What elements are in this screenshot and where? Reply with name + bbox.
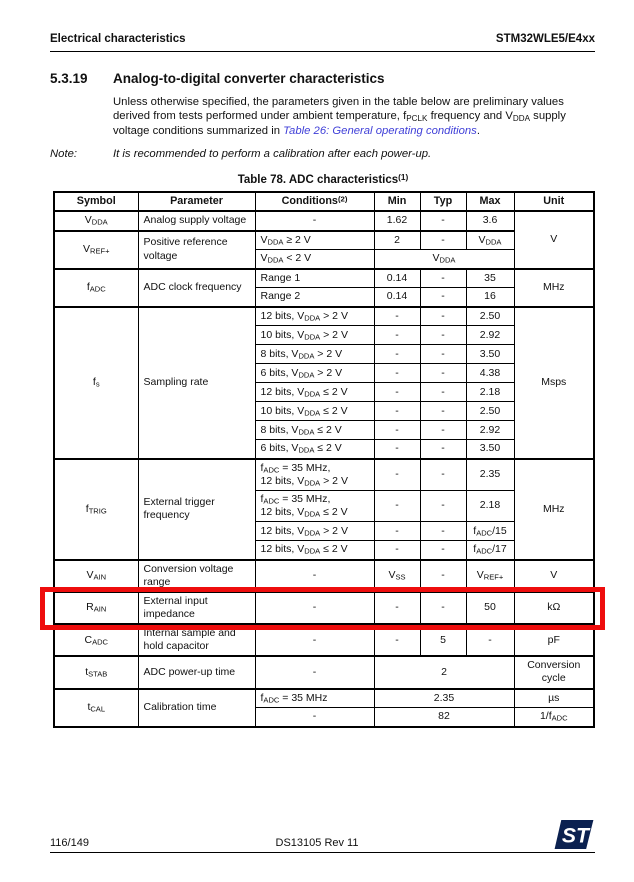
table-header-cell: Unit [514,192,594,211]
table-title: Table 78. ADC characteristics$^{(1)}$ [237,173,409,186]
table-cell: 2.92 [466,421,514,440]
table-row [54,269,594,288]
table-cell: Analog supply voltage [138,211,255,230]
table-cell: 50 [466,592,514,624]
table-cell: 8 bits, $V_{DDA} > 2$ V [255,345,374,364]
table-cell: - [374,541,420,560]
table-cell: - [255,211,374,230]
table-cell: ADC clock frequency [138,269,255,307]
section-heading [50,71,595,86]
footer-doc-ref: DS13105 Rev 11 [275,837,359,849]
table-cell: - [255,708,374,727]
table-cell: 16 [466,288,514,307]
table-row [54,656,594,688]
table-cell: - [420,490,466,521]
table-cell: Conversion cycle [514,656,594,688]
table-cell: - [420,421,466,440]
table-cell: Sampling rate [138,307,255,459]
table-cell: pF [514,624,594,656]
table-cell: $f_s$ [54,307,138,459]
table-cell: $f_{ADC} = 35$ MHz, 12 bits, $V_{DDA} \le 2$ V [255,490,374,521]
table-cell: 82 [374,708,514,727]
table-cell: - [420,269,466,288]
table-cell: $1/f_{ADC}$ [514,708,594,727]
table-row [54,560,594,592]
table-cell: 6 bits, $V_{DDA} \le 2$ V [255,440,374,459]
table-row [54,459,594,491]
table-cell: External input impedance [138,592,255,624]
table-cell: 3.6 [466,211,514,230]
note-text: It is recommended to perform a calibration after each power-up. [113,148,432,160]
table-cell: 1.62 [374,211,420,230]
table-cell: - [420,592,466,624]
table-cell: 12 bits, $V_{DDA} > 2$ V [255,307,374,326]
table-cell: 2.35 [466,459,514,491]
intro-paragraph [113,95,597,138]
intro-text: Unless otherwise specified, the parameters given in the table below are preliminary values derived from tests performed under ambient temperature, $f_{PCLK}$ frequency and $V_{DDA}$ supply voltage conditions summarized in [113,96,566,137]
table-cell: 12 bits, $V_{DDA} > 2$ V [255,522,374,541]
table-cell: Range 1 [255,269,374,288]
table-cell: 2.18 [466,383,514,402]
running-header-left: Electrical characteristics [50,33,186,45]
table-cell: - [420,288,466,307]
table-cell: $f_{TRIG}$ [54,459,138,560]
table-cell: $f_{ADC}$ [54,269,138,307]
table-cell: 3.50 [466,440,514,459]
table-cell: External trigger frequency [138,459,255,560]
table-row [54,231,594,250]
table-cell: - [374,364,420,383]
table-head [54,192,594,211]
table-cell: $f_{ADC}/15$ [466,522,514,541]
svg-text:ST: ST [561,824,589,848]
table-cell: 2.50 [466,402,514,421]
table-cell: Positive reference voltage [138,231,255,269]
table-cell: - [255,592,374,624]
table-row [54,624,594,656]
table-cell: - [420,211,466,230]
table-cell: - [374,421,420,440]
table-cell: $f_{ADC}/17$ [466,541,514,560]
running-header-right: STM32WLE5/E4xx [495,33,595,45]
table-cell: - [420,326,466,345]
table-cell: $f_{ADC} = 35$ MHz [255,689,374,708]
table-cell: 0.14 [374,269,420,288]
table-cell: 10 bits, $V_{DDA} > 2$ V [255,326,374,345]
table-cell: $V_{AIN}$ [54,560,138,592]
table-cell: - [255,656,374,688]
table-cell: - [374,402,420,421]
table-cell: V [514,560,594,592]
table-cell: 8 bits, $V_{DDA} \le 2$ V [255,421,374,440]
table-header-row [54,192,594,211]
table-row [54,307,594,326]
table-cell: - [420,560,466,592]
table-header-cell: Max [466,192,514,211]
table-cell: kΩ [514,592,594,624]
table-header-cell: Conditions$^{(2)}$ [255,192,374,211]
table-cell: 2.92 [466,326,514,345]
table-cell: - [466,624,514,656]
table-cell: Calibration time [138,689,255,727]
table-cell: 4.38 [466,364,514,383]
table-cell: - [374,326,420,345]
table-cell: - [374,345,420,364]
table-cell: V [514,211,594,268]
table-body [54,211,594,726]
table-cell: - [420,345,466,364]
table-cell: $C_{ADC}$ [54,624,138,656]
section-number: 5.3.19 [50,71,88,86]
table-cell: 2 [374,231,420,250]
table-cell: 35 [466,269,514,288]
table-row-highlighted [54,592,594,624]
table-cell: ADC power-up time [138,656,255,688]
table-cell: 0.14 [374,288,420,307]
table-cell: $V_{DDA} \ge 2$ V [255,231,374,250]
table-cell: $V_{REF+}$ [466,560,514,592]
table-cell: - [374,307,420,326]
table-cell: - [374,592,420,624]
table-cell: 5 [420,624,466,656]
table-cell: - [374,459,420,491]
table-cell: - [420,383,466,402]
table-cell: MHz [514,269,594,307]
table-cell: - [420,440,466,459]
table-header-cell: Typ [420,192,466,211]
note-label: Note: [50,148,78,160]
table-header-cell: Parameter [138,192,255,211]
table-cell: 3.50 [466,345,514,364]
table-cell: µs [514,689,594,708]
table-cell: 2.50 [466,307,514,326]
adc-table-section [53,174,593,728]
table-cell: Msps [514,307,594,459]
table-cell: $V_{DDA}$ [466,231,514,250]
table-cell: - [420,231,466,250]
table-cell: Range 2 [255,288,374,307]
table-cell: - [420,541,466,560]
table-cell: - [374,383,420,402]
table-cell: - [374,490,420,521]
note [50,148,595,160]
table-cell: $t_{CAL}$ [54,689,138,727]
running-header [50,33,595,52]
table-cell: $f_{ADC} = 35$ MHz, 12 bits, $V_{DDA} > 2$ V [255,459,374,491]
table-cell: 2 [374,656,514,688]
table-row [54,689,594,708]
table-cell: MHz [514,459,594,560]
table-header-cell: Min [374,192,420,211]
table-cell: - [374,522,420,541]
table-cell: $V_{REF+}$ [54,231,138,269]
table-cell: Internal sample and hold capacitor [138,624,255,656]
table-26-link[interactable]: Table 26: General operating conditions [283,124,477,137]
table-cell: 12 bits, $V_{DDA} \le 2$ V [255,383,374,402]
section-title: Analog-to-digital converter characteristics [113,71,385,86]
table-row [54,211,594,230]
adc-characteristics-table [53,191,595,728]
table-cell: $V_{DDA}$ [374,250,514,269]
table-cell: - [255,624,374,656]
table-cell: 2.35 [374,689,514,708]
table-cell: - [420,459,466,491]
table-cell: $V_{DDA} < 2$ V [255,250,374,269]
table-cell: - [420,364,466,383]
table-cell: Conversion voltage range [138,560,255,592]
table-cell: 12 bits, $V_{DDA} \le 2$ V [255,541,374,560]
footer-rule [50,852,595,853]
table-cell: - [374,624,420,656]
st-logo-icon [554,819,594,850]
intro-after-link: . [476,124,480,137]
table-cell: $V_{SS}$ [374,560,420,592]
table-cell: 10 bits, $V_{DDA} \le 2$ V [255,402,374,421]
table-cell: $t_{STAB}$ [54,656,138,688]
table-cell: 6 bits, $V_{DDA} > 2$ V [255,364,374,383]
table-cell: - [420,522,466,541]
table-cell: - [420,402,466,421]
table-header-cell: Symbol [54,192,138,211]
table-cell: $R_{AIN}$ [54,592,138,624]
table-cell: 2.18 [466,490,514,521]
table-cell: $V_{DDA}$ [54,211,138,230]
footer-page-number: 116/149 [50,837,89,849]
table-cell: - [255,560,374,592]
table-cell: - [374,440,420,459]
table-cell: - [420,307,466,326]
